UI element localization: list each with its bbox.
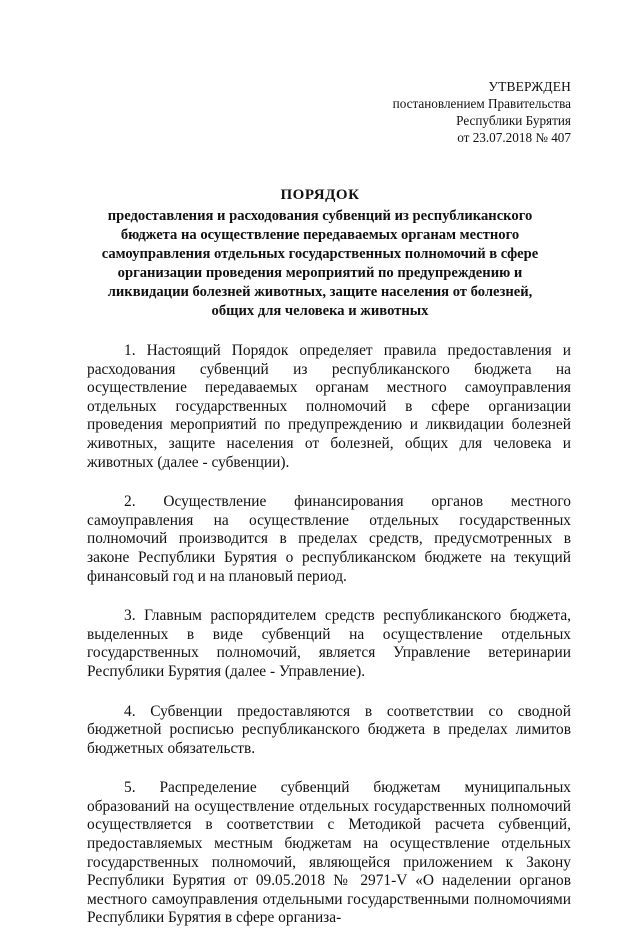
paragraph-1: 1. Настоящий Порядок определяет правила предоставления и расходования субвенций из республиканского бюджета на осуществление передаваемых органам местного самоуправления отдельных государственных полномочий в сфере организации проведения мероприятий по предупреждению и ликвидации болезней животных, защите населения от болезней, общих для человека и животных (далее - субвенции). [87,342,571,471]
paragraph-4: 4. Субвенции предоставляются в соответствии со сводной бюджетной росписью республиканского бюджета в пределах лимитов бюджетных обязательств. [87,702,571,757]
paragraph-3: 3. Главным распорядителем средств республиканского бюджета, выделенных в виде субвенций на осуществление отдельных государственных полномочий, является Управление ветеринарии Республики Бурятия (далее - Управление). [87,607,571,680]
approval-stamp [311,78,571,146]
paragraph-2: 2. Осуществление финансирования органов местного самоуправления на осуществление отдельных государственных полномочий производится в пределах средств, предусмотренных в законе Республики Бурятия о республиканском бюджете на текущий финансовый год и на плановый период. [87,493,571,585]
document-heading [92,185,548,321]
approval-line-1: постановлением Правительства [392,96,571,111]
document-body [87,342,571,928]
document-subtitle: предоставления и расходования субвенций из республиканского бюджета на осуществление передаваемых органам местного самоуправления отдельных государственных полномочий в сфере организации проведения мероприятий по предупреждению и ликвидации болезней животных, защите населения от болезней, общих для человека и животных [101,208,539,319]
document-title: ПОРЯДОК [280,187,360,203]
paragraph-5: 5. Распределение субвенций бюджетам муниципальных образований на осуществление отдельных государственных полномочий осуществляется в соответствии с Методикой расчета субвенций, предоставляемых местным бюджетам на осуществление отдельных государственных полномочий, являющейся приложением к Закону Республики Бурятия от 09.05.2018 № 2971-V «О наделении органов местного самоуправления отдельными государственными полномочиями Республики Бурятия в сфере организа- [87,779,571,927]
approval-line-3: от 23.07.2018 № 407 [457,130,571,145]
approval-line-2: Республики Бурятия [456,113,571,128]
approval-heading: УТВЕРЖДЕН [488,79,571,94]
